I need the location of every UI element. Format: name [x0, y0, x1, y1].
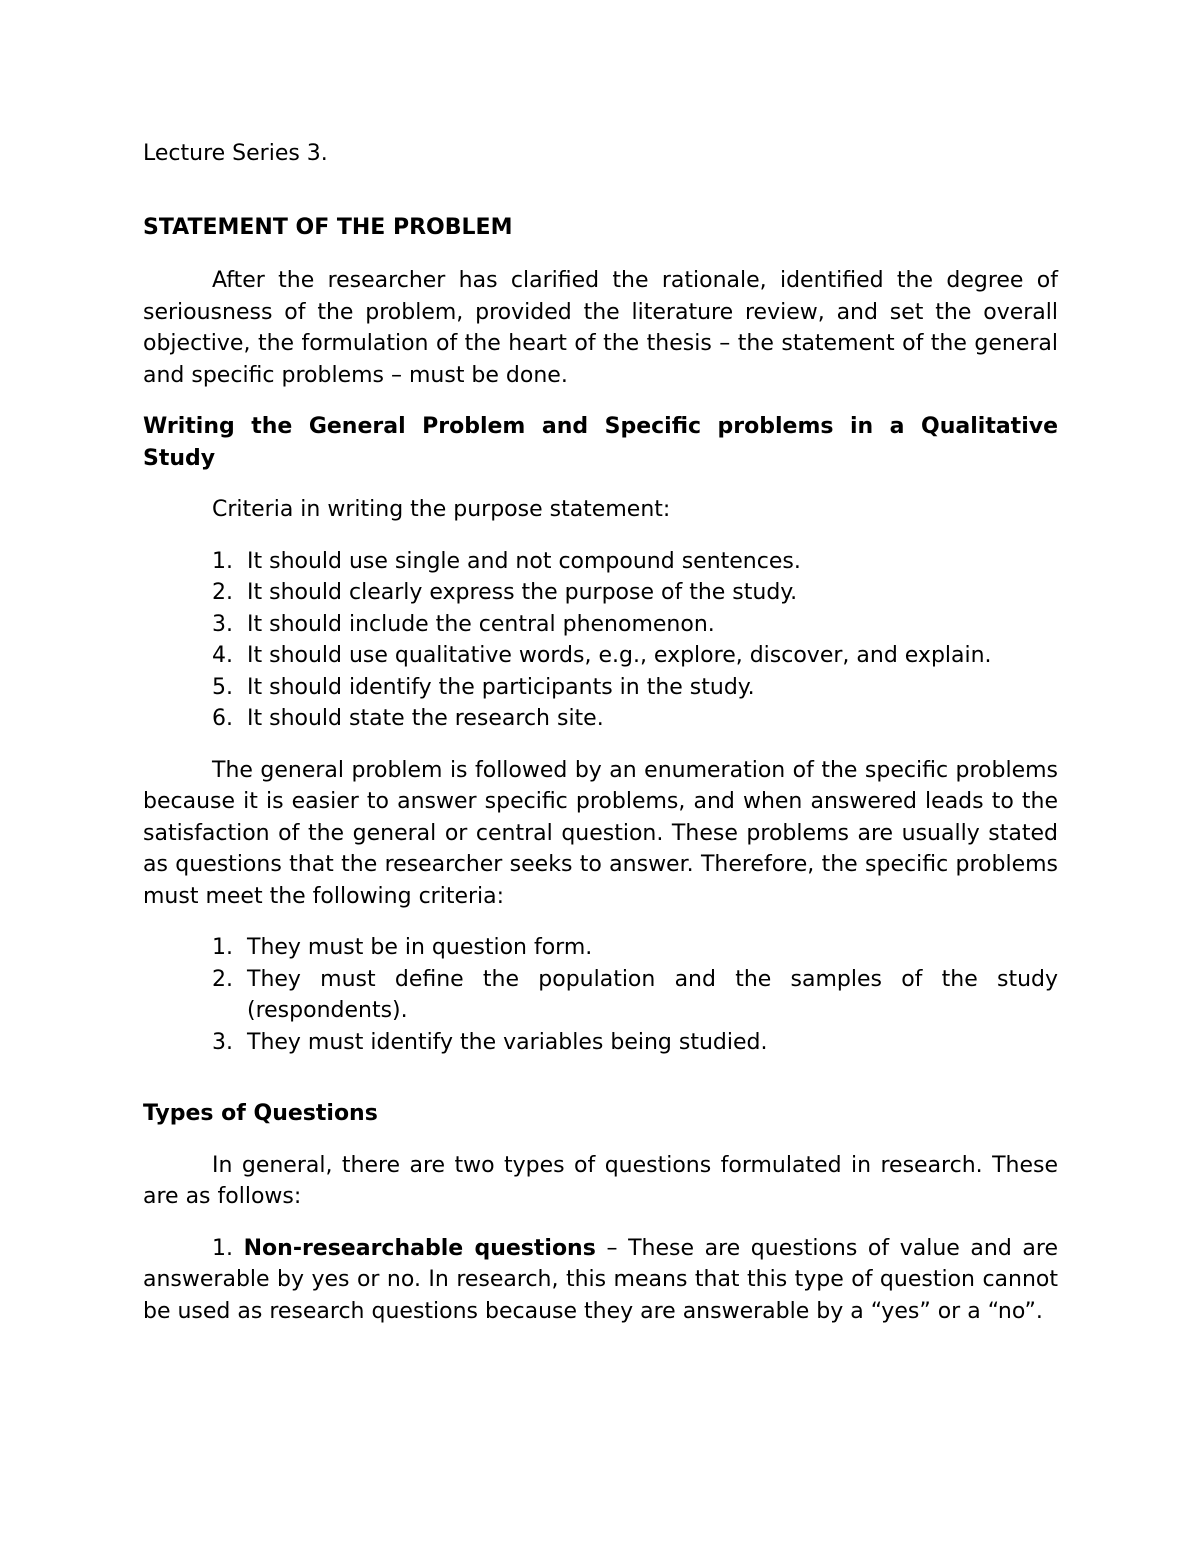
- list-item-text: It should state the research site.: [247, 706, 604, 731]
- list-item-text: They must identify the variables being studied.: [247, 1029, 768, 1055]
- non-researchable-definition: – These are questions of value and are answerable by yes or no. In research, this means that this type of question cannot be used as research questions because they are answerable by a “yes” or a “no”.: [143, 1235, 1059, 1324]
- list-item: [212, 932, 1058, 964]
- list-item-number: 6.: [212, 706, 233, 731]
- list-item: [212, 964, 1058, 1027]
- non-researchable-term: Non-researchable questions: [243, 1235, 596, 1261]
- qualitative-heading: Writing the General Problem and Specific problems in a Qualitative Study: [143, 414, 1058, 471]
- list-item-number: 2.: [212, 580, 233, 605]
- list-item-text: It should use qualitative words, e.g., explore, discover, and explain.: [247, 643, 992, 668]
- specific-criteria-list: [212, 932, 1058, 1058]
- document-page: [143, 138, 1058, 1347]
- list-item-number: 1.: [212, 548, 233, 574]
- non-researchable-paragraph: [143, 1233, 1058, 1328]
- list-item: [212, 546, 1058, 578]
- general-problem-paragraph: The general problem is followed by an enumeration of the specific problems because it is easier to answer specific problems, and when answered leads to the satisfaction of the general or central question. These problems are usually stated as questions that the researcher seeks to answer. Therefore, the specific problems must meet the following criteria:: [143, 757, 1058, 909]
- list-item-number: 3.: [212, 1029, 233, 1055]
- list-item: [212, 577, 1058, 609]
- list-item-number: 5.: [212, 674, 233, 700]
- list-item-number: 3.: [212, 611, 233, 637]
- section-heading: STATEMENT OF THE PROBLEM: [143, 214, 513, 240]
- series-label: Lecture Series 3.: [143, 141, 328, 166]
- intro-paragraph: After the researcher has clarified the rationale, identified the degree of seriousness of the problem, provided the literature review, and set the overall objective, the formulation of the heart of the thesis – the statement of the general and specific problems – must be done.: [143, 268, 1058, 388]
- list-item-text: They must be in question form.: [247, 935, 593, 960]
- list-item-text: It should include the central phenomenon.: [247, 611, 715, 637]
- list-item-number: 4.: [212, 643, 233, 668]
- list-item-text: It should clearly express the purpose of the study.: [247, 580, 798, 605]
- types-heading: Types of Questions: [143, 1101, 378, 1126]
- list-item: [212, 640, 1058, 672]
- list-item: [212, 703, 1058, 735]
- list-item-number: 2.: [212, 966, 233, 992]
- purpose-criteria-list: [212, 546, 1058, 735]
- list-item: [212, 1027, 1058, 1059]
- list-item-text: It should use single and not compound sentences.: [247, 548, 801, 574]
- list-item-number: 1.: [212, 935, 233, 960]
- non-researchable-number: 1.: [212, 1235, 233, 1261]
- list-item-text: It should identify the participants in the study.: [247, 674, 755, 700]
- types-intro-paragraph: In general, there are two types of questions formulated in research. These are as follows:: [143, 1152, 1058, 1209]
- list-item: [212, 672, 1058, 704]
- list-item: [212, 609, 1058, 641]
- criteria-intro: Criteria in writing the purpose statement:: [212, 497, 671, 522]
- list-item-text: They must define the population and the samples of the study (respondents).: [247, 966, 1058, 1023]
